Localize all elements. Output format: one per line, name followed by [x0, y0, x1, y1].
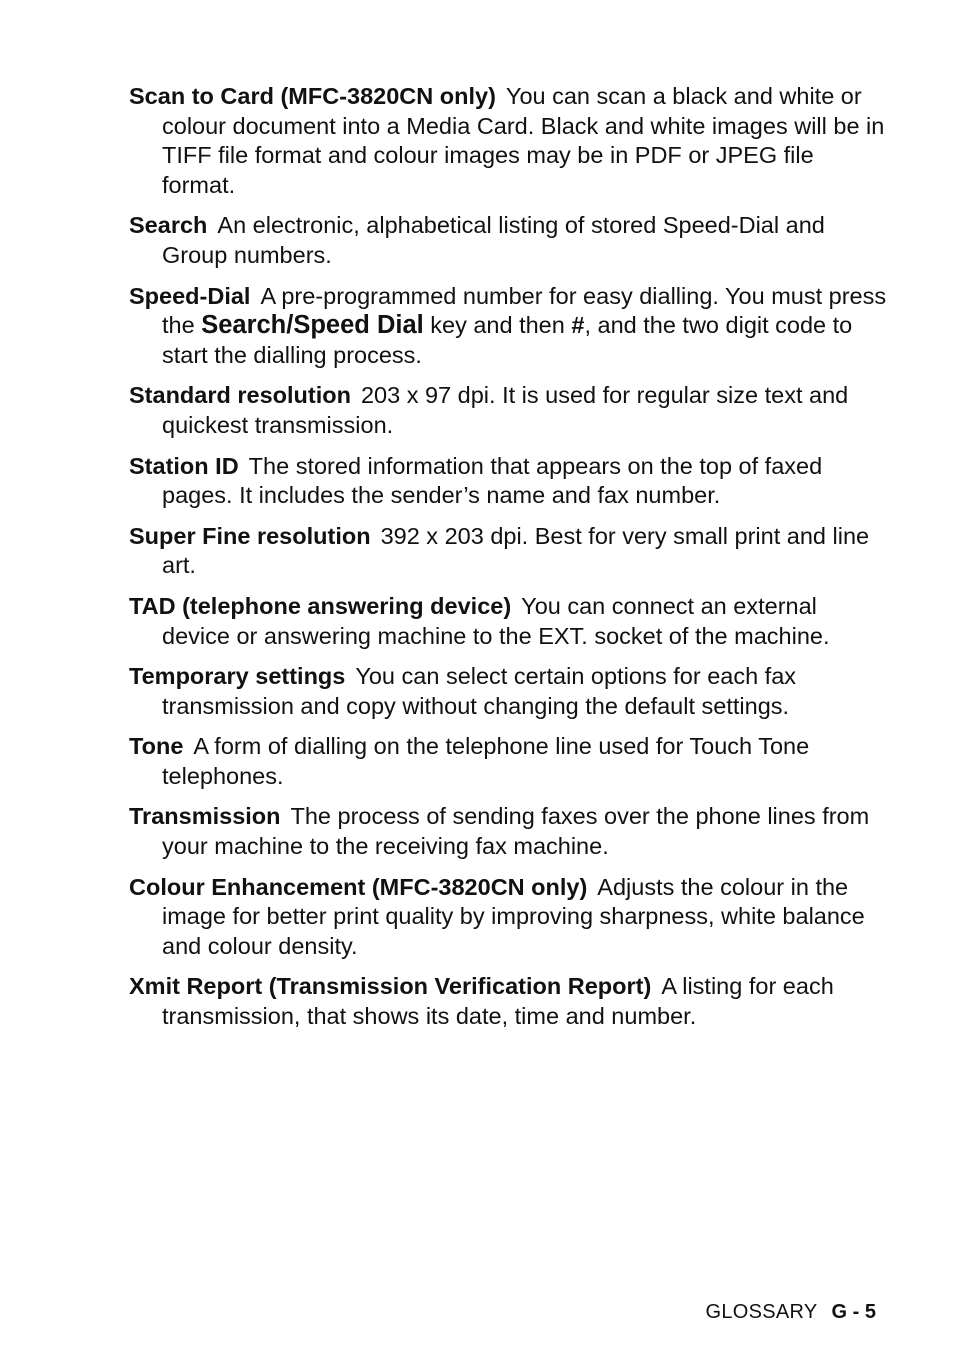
- glossary-entry-tad: [129, 592, 889, 651]
- glossary-definition: A listing for each transmission, that shows its date, time and number.: [162, 973, 834, 1030]
- glossary-term: Super Fine resolution: [129, 522, 371, 549]
- glossary-definition: 392 x 203 dpi. Best for very small print and line art.: [162, 522, 870, 579]
- glossary-term: Scan to Card (MFC-3820CN only): [129, 83, 496, 109]
- glossary-definition: Adjusts the colour in the image for better print quality by improving sharpness, white balance and colour density.: [162, 873, 865, 959]
- glossary-entry-temporary-settings: [129, 662, 889, 721]
- glossary-term: Station ID: [129, 452, 239, 479]
- glossary-entry-super-fine-resolution: [129, 522, 889, 581]
- glossary-definition: , and the two digit code to start the dialling process.: [162, 312, 853, 368]
- glossary-list: [129, 82, 889, 1043]
- glossary-definition: A form of dialling on the telephone line used for Touch Tone telephones.: [162, 733, 810, 789]
- page-number: G - 5: [831, 1301, 876, 1323]
- glossary-term: Transmission: [129, 803, 281, 830]
- glossary-definition: You can connect an external device or answering machine to the EXT. socket of the machine.: [162, 592, 830, 649]
- glossary-entry-scan-to-card: [129, 82, 889, 200]
- glossary-definition: A pre-programmed number for easy dialling. You must press the: [162, 282, 887, 339]
- glossary-definition: 203 x 97 dpi. It is used for regular size text and quickest transmission.: [162, 382, 849, 438]
- glossary-definition: The stored information that appears on the top of faxed pages. It includes the sender’s name and fax number.: [162, 452, 823, 509]
- glossary-term: TAD (telephone answering device): [129, 592, 512, 619]
- glossary-entry-colour-enhancement: [129, 873, 889, 962]
- glossary-term: Search: [129, 212, 208, 239]
- page-footer: [705, 1300, 876, 1324]
- glossary-term: Standard resolution: [129, 382, 351, 409]
- glossary-definition: You can scan a black and white or colour document into a Media Card. Black and white images will be in TIFF file format and colour images may be in PDF or JPEG file format.: [162, 83, 885, 198]
- glossary-definition: The process of sending faxes over the phone lines from your machine to the receiving fax machine.: [162, 803, 870, 860]
- glossary-entry-xmit-report: [129, 972, 889, 1031]
- glossary-definition: You can select certain options for each fax transmission and copy without changing the default settings.: [162, 663, 797, 719]
- glossary-entry-standard-resolution: [129, 381, 889, 440]
- glossary-entry-speed-dial: [129, 282, 889, 371]
- glossary-entry-station-id: [129, 452, 889, 511]
- key-symbol-hash: #: [571, 312, 585, 339]
- glossary-term: Temporary settings: [129, 663, 346, 690]
- glossary-term: Speed-Dial: [129, 282, 251, 309]
- glossary-entry-transmission: [129, 802, 889, 861]
- glossary-term: Colour Enhancement (MFC-3820CN only): [129, 873, 588, 900]
- glossary-entry-tone: [129, 732, 889, 791]
- glossary-definition: An electronic, alphabetical listing of stored Speed-Dial and Group numbers.: [162, 212, 825, 268]
- glossary-definition: key and then: [430, 312, 565, 339]
- key-name-search-speed-dial: Search/Speed Dial: [201, 311, 424, 340]
- glossary-entry-search: [129, 211, 889, 270]
- footer-section-label: GLOSSARY: [705, 1301, 818, 1323]
- glossary-term: Tone: [129, 733, 184, 760]
- glossary-term: Xmit Report (Transmission Verification Report): [129, 973, 652, 1000]
